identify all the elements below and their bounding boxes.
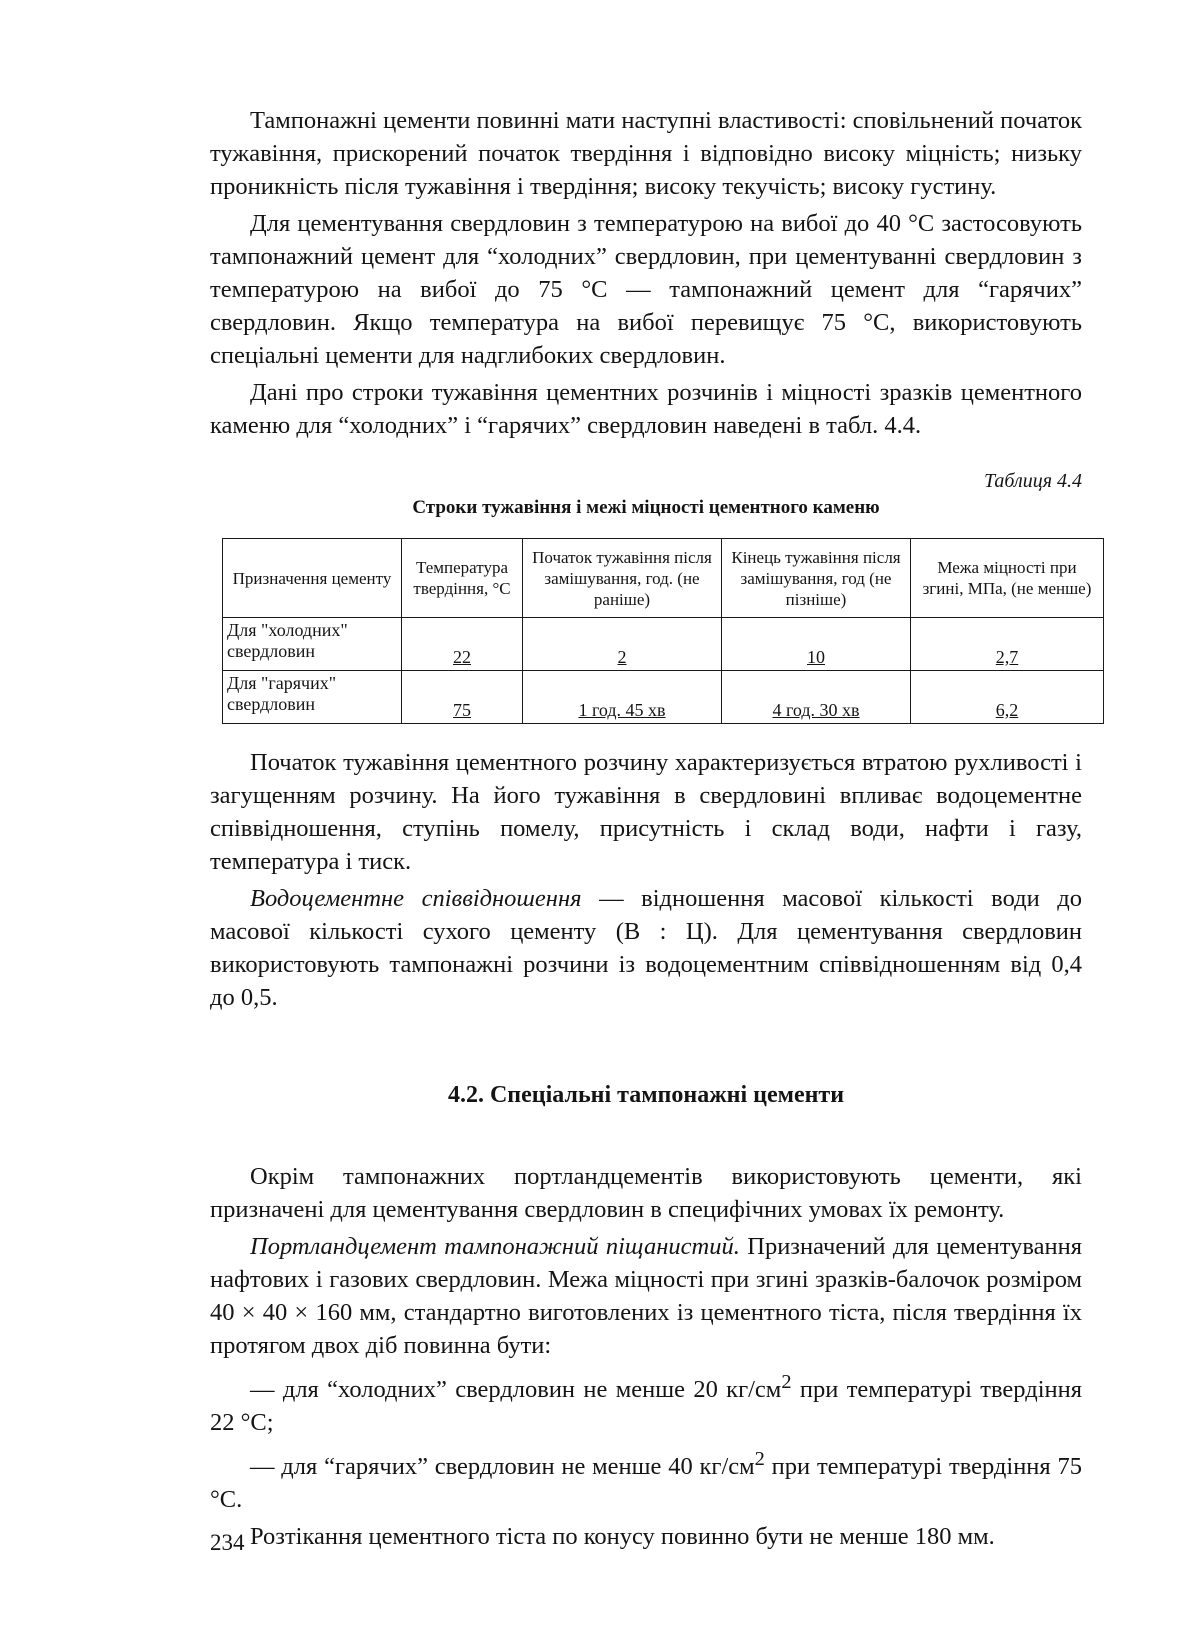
cell-set-end: 10 (722, 618, 911, 671)
paragraph-temperature: Для цементування свердловин з температурою на вибої до 40 °С застосовують тампонажний цемент для “холодних” свердловин, при цементуванні свердловин з температурою на вибої до 75 °С — тампонажний цемент для “гарячих” свердловин. Якщо температура на вибої перевищує 75 °С, використовують спеціальні цементи для надглибоких свердловин. (210, 210, 1082, 369)
cell-strength: 2,7 (911, 618, 1104, 671)
cell-strength: 6,2 (911, 671, 1104, 724)
cell-set-start: 2 (523, 618, 722, 671)
header-set-end: Кінець тужавіння після замішування, год (не пізніше) (722, 539, 911, 618)
cell-temperature: 75 (402, 671, 523, 724)
table-header-row (223, 539, 1104, 618)
list-item-cold: — для “холодних” свердловин не менше 20 $кг/см^2$ при температурі твердіння 22 °С; (210, 1371, 1082, 1437)
paragraph-spread: Розтікання цементного тіста по конусу повинно бути не менше 180 мм. (250, 1523, 995, 1551)
table-row (223, 618, 1104, 671)
cell-purpose: Для "холодних" свердловин (223, 618, 402, 671)
table-row (223, 671, 1104, 724)
cell-set-start: 1 год. 45 хв (523, 671, 722, 724)
table-title: Строки тужавіння і межі міцності цементного каменю (412, 497, 880, 518)
setting-time-table (222, 538, 1104, 724)
cell-set-end: 4 год. 30 хв (722, 671, 911, 724)
header-strength: Межа міцності при згині, МПа, (не менше) (911, 539, 1104, 618)
term-water-cement: Водоцементне співвідношення (250, 885, 582, 912)
paragraph-setting-start: Початок тужавіння цементного розчину характеризується втратою рухливості і загущенням розчину. На його тужавіння в свердловині впливає водоцементне співвідношення, ступінь помелу, присутність і склад води, нафти і газу, температура і тиск. (210, 749, 1082, 875)
paragraph-water-cement: Водоцементне співвідношення — відношення масової кількості води до масової кількості сухого цементу (В : Ц). Для цементування свердловин використовують тампонажні розчини із водоцементним співвідношенням від 0,4 до 0,5. (210, 885, 1083, 1011)
header-temperature: Температура твердіння, °С (402, 539, 523, 618)
page-body (210, 104, 1092, 1553)
term-sandy-cement: Портландцемент тампонажний піщанистий. (250, 1233, 740, 1260)
section-heading: 4.2. Спеціальні тампонажні цементи (447, 1082, 845, 1108)
paragraph-properties: Тампонажні цементи повинні мати наступні властивості: сповільнений початок тужавіння, прискорений початок твердіння і відповідно високу міцність; низьку проникність після тужавіння і твердіння; високу текучість; високу густину. (210, 107, 1082, 200)
table-label: Таблиця 4.4 (984, 470, 1082, 492)
list-item-hot: — для “гарячих” свердловин не менше 40 $кг/см^2$ при температурі твердіння 75 °С. (210, 1448, 1082, 1514)
page-number: 234 (210, 1530, 245, 1555)
paragraph-table-ref: Дані про строки тужавіння цементних розчинів і міцності зразків цементного каменю для “холодних” і “гарячих” свердловин наведені в табл. 4.4. (210, 379, 1082, 439)
cell-purpose: Для "гарячих" свердловин (223, 671, 402, 724)
cell-temperature: 22 (402, 618, 523, 671)
paragraph-sandy-cement: Портландцемент тампонажний піщанистий. Призначений для цементування нафтових і газових свердловин. Межа міцності при згині зразків-балочок розміром 40 × 40 × 160 мм, стандартно виготовлених із цементного тіста, після твердіння їх протягом двох діб повинна бути: (210, 1233, 1082, 1359)
header-set-start: Початок тужавіння після замішування, год. (не раніше) (523, 539, 722, 618)
header-purpose: Призначення цементу (223, 539, 402, 618)
paragraph-special-cements: Окрім тампонажних портландцементів використовують цементи, які призначені для цементування свердловин в специфічних умовах їх ремонту. (210, 1163, 1082, 1223)
